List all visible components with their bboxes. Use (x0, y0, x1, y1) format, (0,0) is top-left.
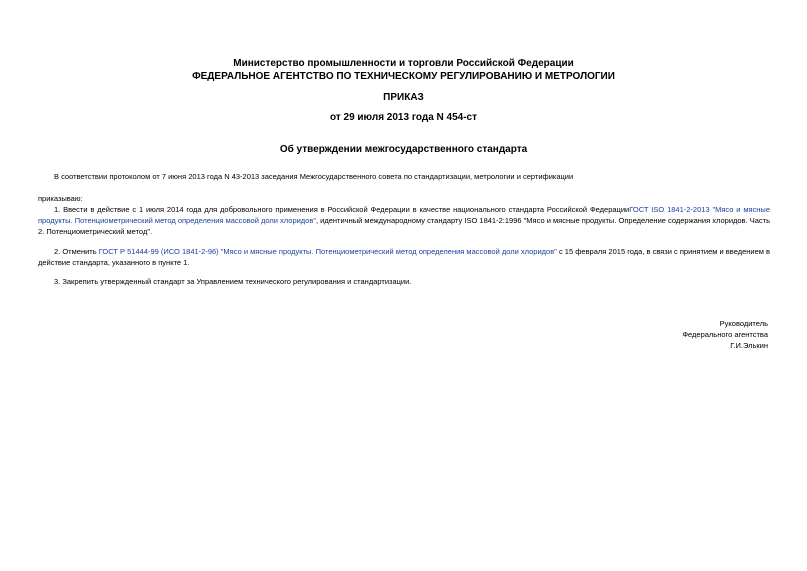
item2-prefix: 2. Отменить (54, 247, 99, 256)
signature-name: Г.И.Элькин (730, 341, 768, 350)
item1-prefix: 1. Ввести в действие с 1 июля 2014 года для добровольного применения в Российской Федерации в качестве национального стандарта Российской Федерации (54, 205, 630, 214)
orders-paragraph: приказываю: (38, 194, 83, 203)
order-item-3: 3. Закрепить утвержденный стандарт за Управлением технического регулирования и стандартизации. (54, 277, 412, 286)
intro-paragraph: В соответствии протоколом от 7 июня 2013 года N 43-2013 заседания Межгосударственного совета по стандартизации, метрологии и сертификации (54, 172, 574, 181)
order-item-1 (38, 204, 770, 237)
signature-block (682, 318, 768, 351)
item1-suffix: , идентичный международному стандарту ISO 1841-2:1996 "Мясо и мясные продукты. Определение содержания хлоридов. Часть 2. Потенциометрический метод". (38, 216, 770, 236)
order-item-2 (38, 246, 770, 268)
standard-link-gost-iso-1841-2-2013[interactable]: ГОСТ ISO 1841-2-2013 "Мясо и мясные продукты. Потенциометрический метод определения массовой доли хлоридов" (38, 205, 770, 225)
document-subject: Об утверждении межгосударственного стандарта (279, 144, 528, 155)
signature-organization: Федерального агентства (682, 330, 768, 339)
document-type: ПРИКАЗ (383, 92, 424, 103)
standard-link-gost-r-51444-99[interactable]: ГОСТ Р 51444-99 (ИСО 1841-2-96) "Мясо и мясные продукты. Потенциометрический метод определения массовой доли хлоридов" (98, 247, 557, 256)
agency-name: ФЕДЕРАЛЬНОЕ АГЕНТСТВО ПО ТЕХНИЧЕСКОМУ РЕГУЛИРОВАНИЮ И МЕТРОЛОГИИ (192, 71, 615, 82)
document-date-number: от 29 июля 2013 года N 454-ст (329, 112, 478, 123)
signature-position: Руководитель (719, 319, 768, 328)
item2-suffix: с 15 февраля 2015 года, в связи с принятием и введением в действие стандарта, указанного в пункте 1. (38, 247, 770, 267)
ministry-name: Министерство промышленности и торговли Российской Федерации (233, 58, 574, 69)
document-header (0, 57, 807, 83)
